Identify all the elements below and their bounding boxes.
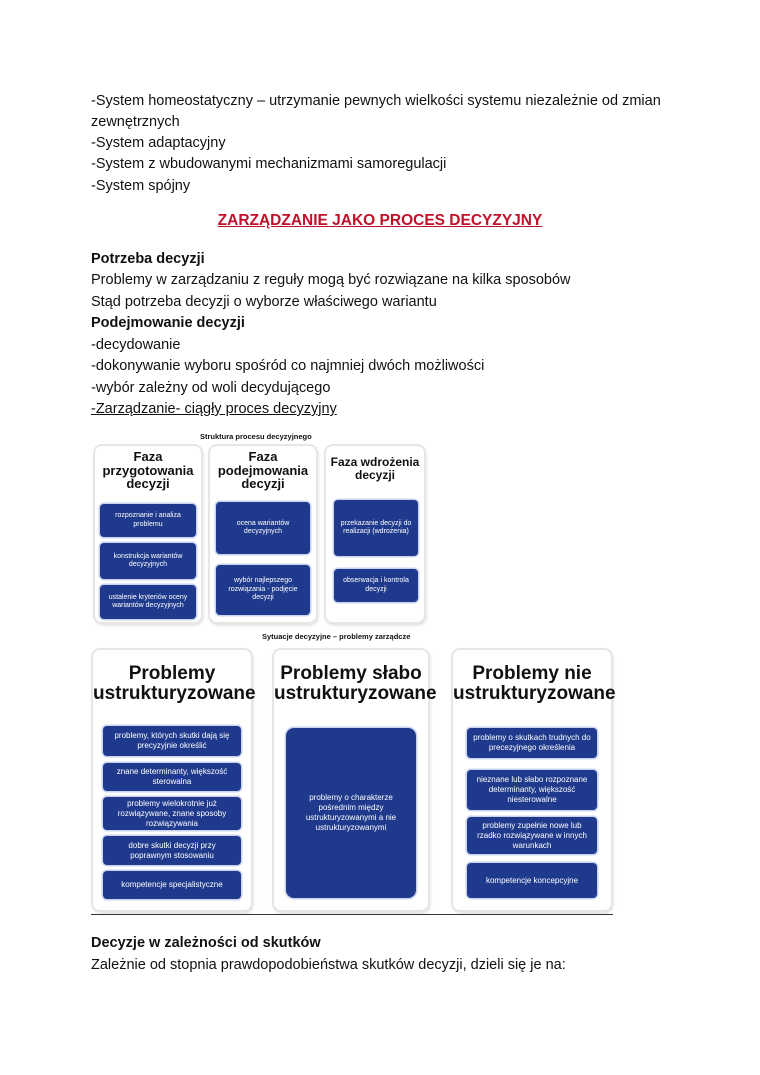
problem-item: kompetencje specjalistyczne xyxy=(103,871,241,899)
section2-underlined-line: -Zarządzanie- ciągły proces decyzyjny xyxy=(91,401,337,417)
section1-title: Potrzeba decyzji xyxy=(91,251,205,267)
phase-card-title: Faza podejmowania decyzji xyxy=(217,449,309,492)
phase-item: obserwacja i kontrola decyzji xyxy=(334,569,418,602)
phase-card-title: Faza przygotowania decyzji xyxy=(102,449,194,492)
intro-line-5: -System spójny xyxy=(91,178,191,194)
problem-card-weakly-structured xyxy=(274,650,437,910)
section-heading: ZARZĄDZANIE JAKO PROCES DECYZYJNY xyxy=(217,212,543,229)
phase-item: ustalenie kryteriów oceny wariantów decyzyjnych xyxy=(100,585,196,619)
diagram2-title: Sytuacje decyzyjne – problemy zarządcze xyxy=(262,632,411,641)
problem-item: nieznane lub słabo rozpoznane determinanty, większość niesterowalne xyxy=(467,770,597,810)
problem-card-title: Problemy nie ustrukturyzowane xyxy=(453,663,616,704)
diagram1-title: Struktura procesu decyzyjnego xyxy=(200,432,312,441)
problem-item: problemy zupełnie nowe lub rzadko rozwiązywane w innych warunkach xyxy=(467,817,597,854)
phase-card-title: Faza wdrożenia decyzji xyxy=(330,455,420,482)
phase-item: wybór najlepszego rozwiązania - podjęcie decyzji xyxy=(216,565,310,615)
intro-line-4: -System z wbudowanymi mechanizmami samoregulacji xyxy=(91,156,447,172)
section2-line-1: -decydowanie xyxy=(91,337,181,353)
phase-item: rozpoznanie i analiza problemu xyxy=(100,504,196,537)
section2-line-2: -dokonywanie wyboru spośród co najmniej dwóch możliwości xyxy=(91,358,485,374)
problem-card-title: Problemy słabo ustrukturyzowane xyxy=(274,663,437,704)
problem-card-structured xyxy=(93,650,256,910)
section2-title: Podejmowanie decyzji xyxy=(91,315,245,331)
section3-title: Decyzje w zależności od skutków xyxy=(91,935,321,951)
divider-line xyxy=(91,914,613,915)
intro-line-1: -System homeostatyczny – utrzymanie pewnych wielkości systemu niezależnie od zmian xyxy=(91,93,661,109)
problem-item: kompetencje koncepcyjne xyxy=(467,863,597,898)
intro-line-3: -System adaptacyjny xyxy=(91,135,226,151)
problem-card-unstructured xyxy=(453,650,616,910)
phase-card-preparation xyxy=(95,446,201,622)
problem-item: znane determinanty, większość sterowalna xyxy=(103,763,241,791)
phase-item: konstrukcja wariantów decyzyjnych xyxy=(100,543,196,579)
problem-item: problemy wielokrotnie już rozwiązywane, znane sposoby rozwiązywania xyxy=(103,797,241,830)
phase-card-decision xyxy=(210,446,316,622)
section3-line-1: Zależnie od stopnia prawdopodobieństwa skutków decyzji, dzieli się je na: xyxy=(91,957,566,973)
problem-card-title: Problemy ustrukturyzowane xyxy=(93,663,256,704)
problem-item: dobre skutki decyzji przy poprawnym stosowaniu xyxy=(103,836,241,865)
phase-card-implementation xyxy=(326,446,424,622)
phase-item: ocena wariantów decyzyjnych xyxy=(216,502,310,554)
problem-item: problemy o skutkach trudnych do precezyjnego określenia xyxy=(467,728,597,758)
problem-item: problemy, których skutki dają się precyzyjnie określić xyxy=(103,726,241,756)
intro-line-2: zewnętrznych xyxy=(91,114,180,130)
section2-line-3: -wybór zależny od woli decydującego xyxy=(91,380,331,396)
section1-line-1: Problemy w zarządzaniu z reguły mogą być rozwiązane na kilka sposobów xyxy=(91,272,571,288)
problem-item: problemy o charakterze pośrednim między ustrukturyzowanymi a nie ustrukturyzowanymi xyxy=(286,728,416,898)
phase-item: przekazanie decyzji do realizacji (wdrożenia) xyxy=(334,500,418,556)
section1-line-2: Stąd potrzeba decyzji o wyborze właściwego wariantu xyxy=(91,294,437,310)
